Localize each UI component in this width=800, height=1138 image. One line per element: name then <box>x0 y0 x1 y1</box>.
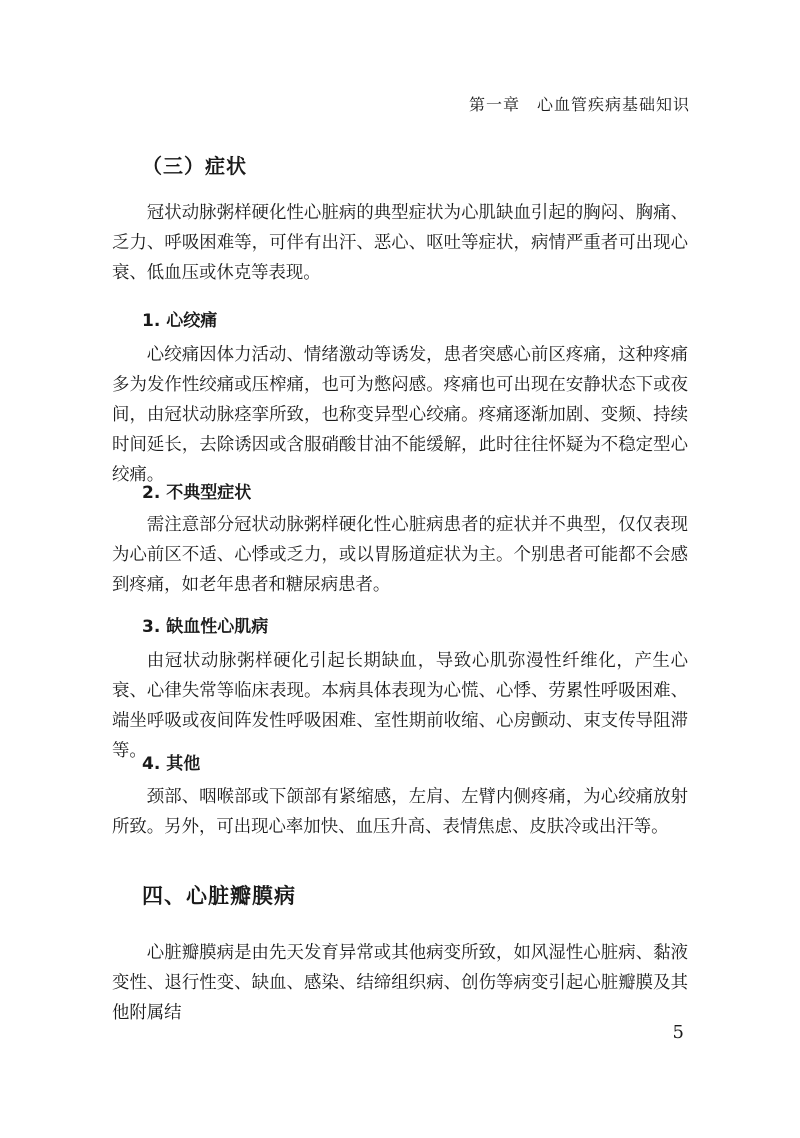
paragraph-other: 颈部、咽喉部或下颌部有紧缩感，左肩、左臂内侧疼痛，为心绞痛放射所致。另外，可出现心率加快、血压升高、表情焦虑、皮肤冷或出汗等。 <box>112 787 688 837</box>
page-number: 5 <box>672 1022 684 1043</box>
subheading-angina: 1. 心绞痛 <box>142 311 218 331</box>
subheading-atypical: 2. 不典型症状 <box>142 483 252 503</box>
paragraph-valvular: 心脏瓣膜病是由先天发育异常或其他病变所致，如风湿性心脏病、黏液变性、退行性变、缺血、感染、结缔组织病、创伤等病变引起心脏瓣膜及其他附属结 <box>112 943 688 1023</box>
section-title-valvular: 四、心脏瓣膜病 <box>142 884 296 908</box>
paragraph-ischemic-cardiomyopathy: 由冠状动脉粥样硬化引起长期缺血，导致心肌弥漫性纤维化，产生心衰、心律失常等临床表现。本病具体表现为心慌、心悸、劳累性呼吸困难、端坐呼吸或夜间阵发性呼吸困难、室性期前收缩、心房颤动、束支传导阻滞等。 <box>112 651 688 761</box>
section-title-symptoms: （三）症状 <box>142 154 247 178</box>
subheading-other: 4. 其他 <box>142 754 201 774</box>
running-header: 第一章 心血管疾病基础知识 <box>468 95 690 114</box>
subheading-ischemic-cardiomyopathy: 3. 缺血性心肌病 <box>142 617 269 637</box>
paragraph-atypical: 需注意部分冠状动脉粥样硬化性心脏病患者的症状并不典型，仅仅表现为心前区不适、心悸或乏力，或以胃肠道症状为主。个别患者可能都不会感到疼痛，如老年患者和糖尿病患者。 <box>112 515 688 595</box>
paragraph-symptoms-intro: 冠状动脉粥样硬化性心脏病的典型症状为心肌缺血引起的胸闷、胸痛、乏力、呼吸困难等，可伴有出汗、恶心、呕吐等症状，病情严重者可出现心衰、低血压或休克等表现。 <box>112 203 688 283</box>
paragraph-angina: 心绞痛因体力活动、情绪激动等诱发，患者突感心前区疼痛，这种疼痛多为发作性绞痛或压榨痛，也可为憋闷感。疼痛也可出现在安静状态下或夜间，由冠状动脉痉挛所致，也称变异型心绞痛。疼痛逐渐加剧、变频、持续时间延长，去除诱因或含服硝酸甘油不能缓解，此时往往怀疑为不稳定型心绞痛。 <box>112 345 688 485</box>
